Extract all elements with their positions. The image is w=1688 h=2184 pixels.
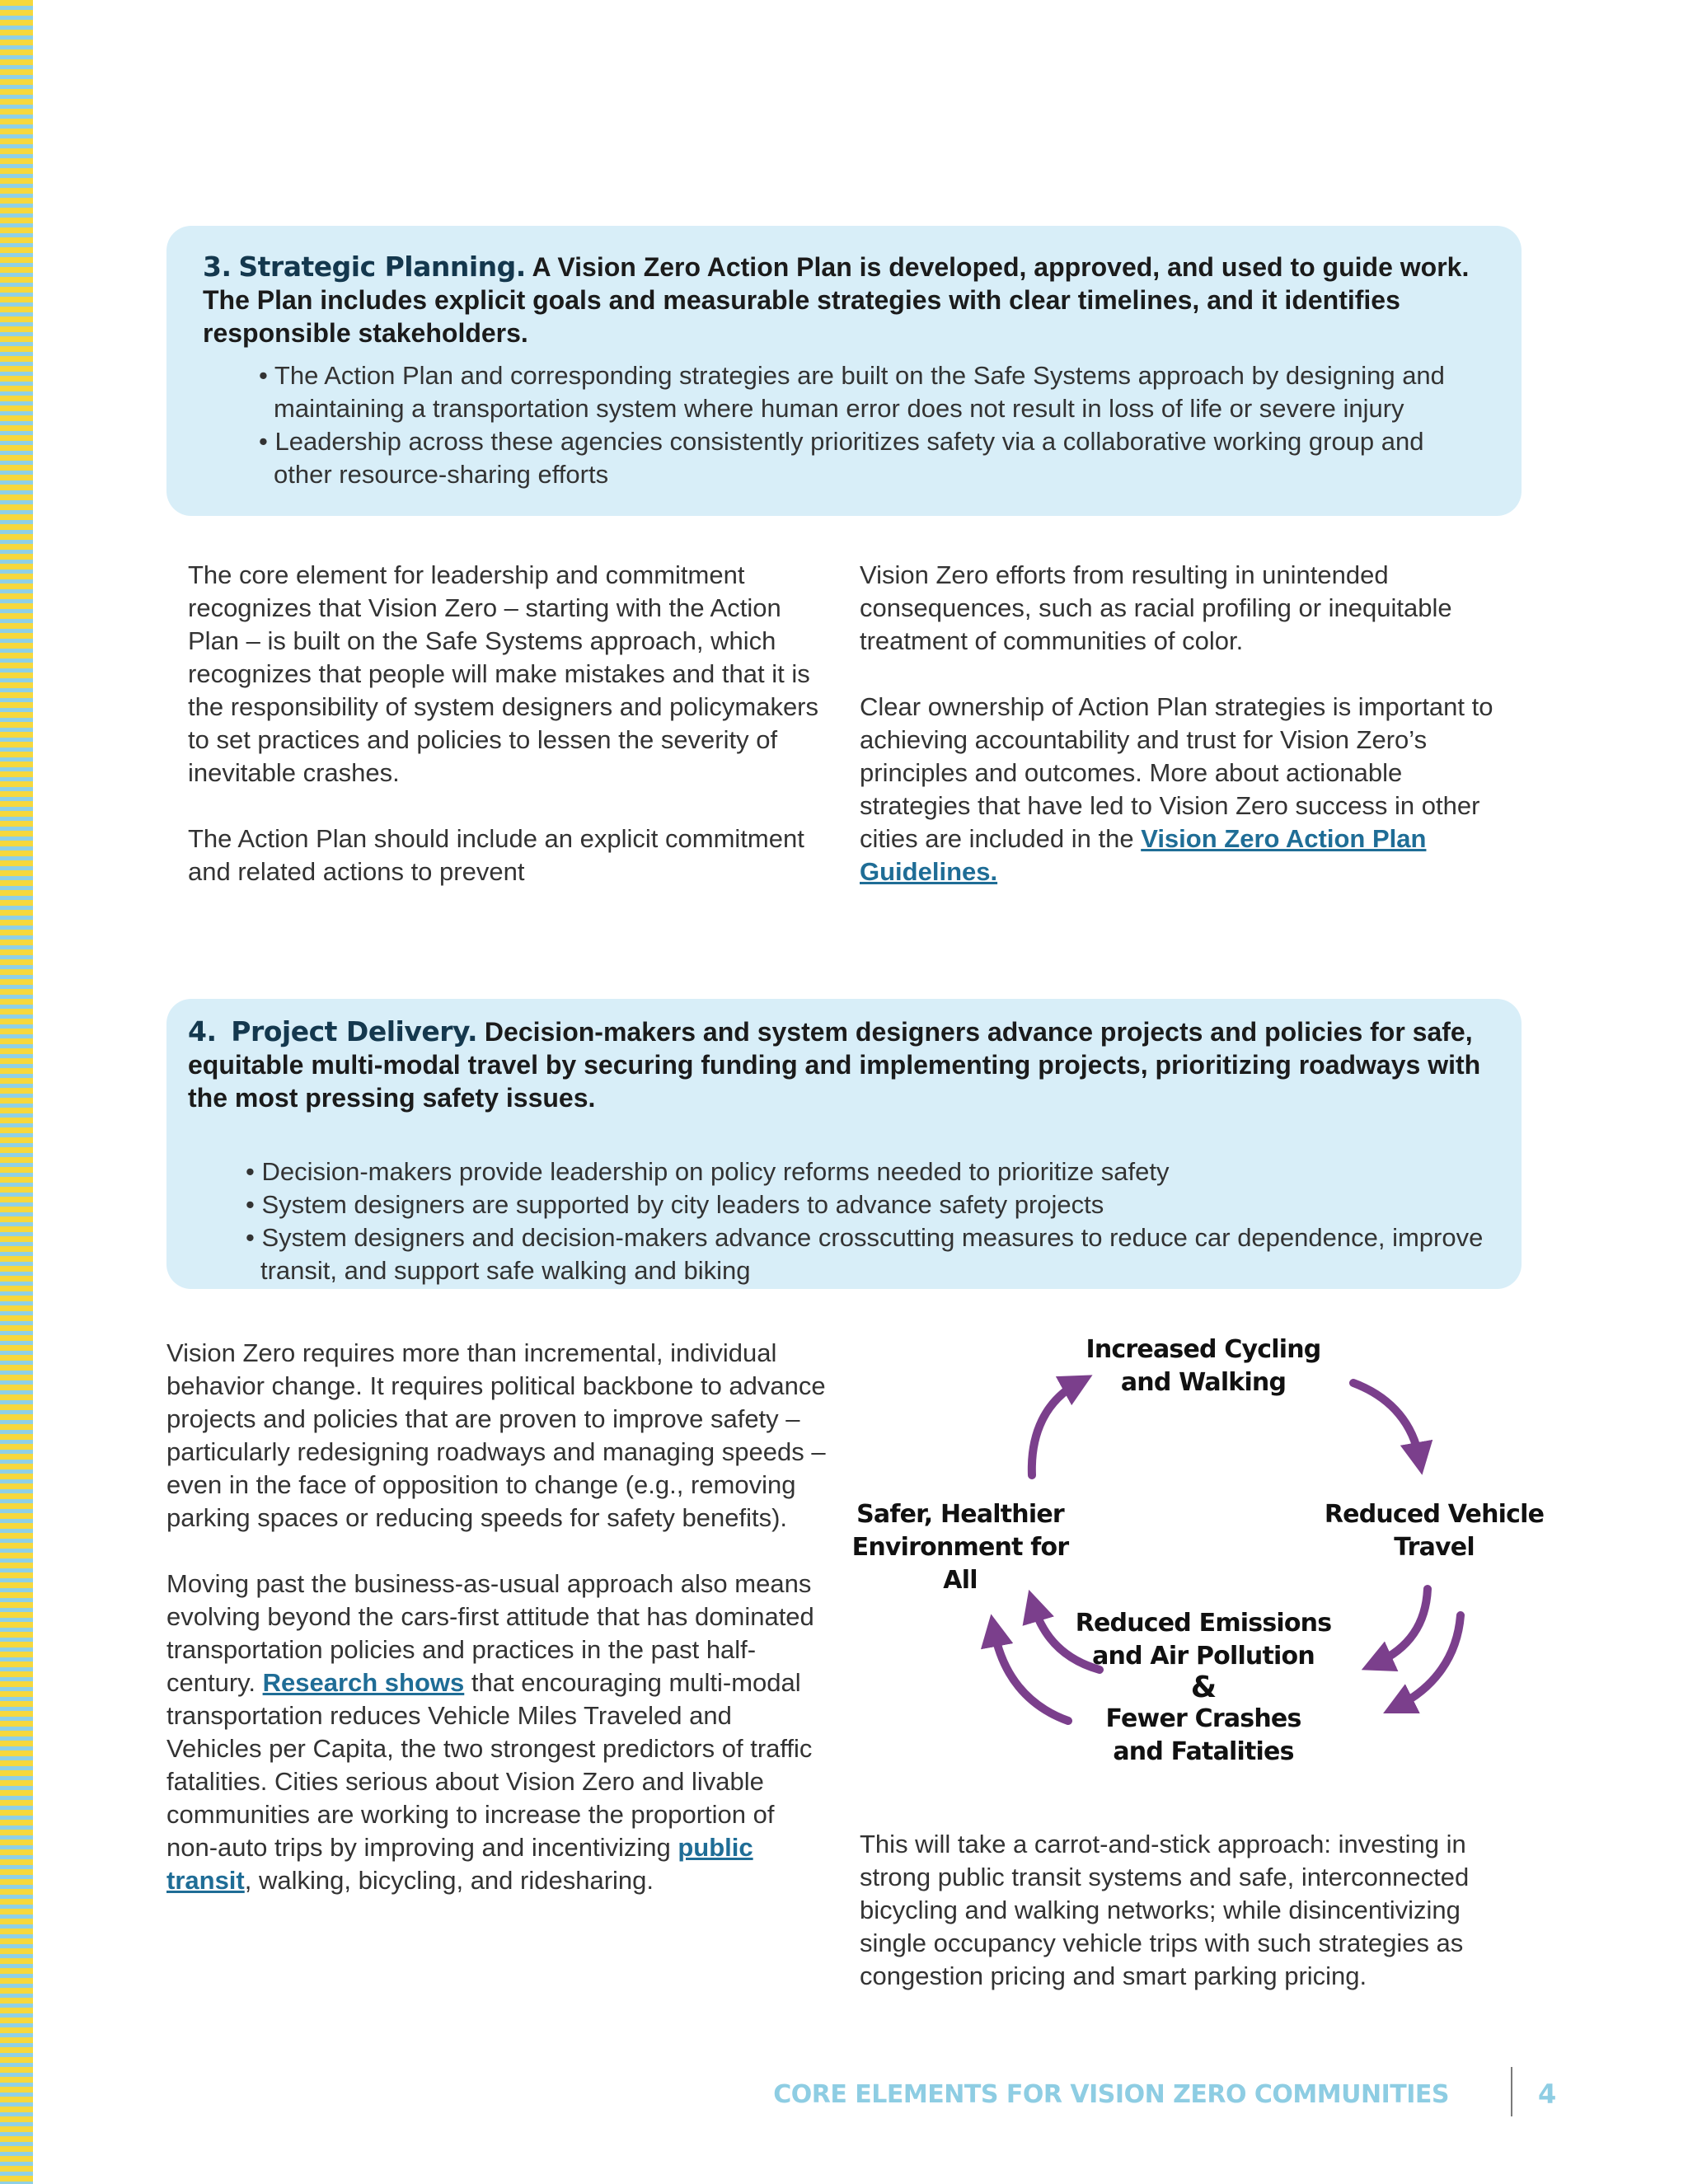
node-label: Environment for All: [851, 1533, 1069, 1595]
body2-right-column: [860, 1828, 1519, 2026]
list-item: • Decision-makers provide leadership on policy reforms needed to prioritize safety: [246, 1157, 1170, 1186]
footer-title: CORE ELEMENTS FOR VISION ZERO COMMUNITIES: [773, 2080, 1449, 2109]
section-4-bullets: [239, 1155, 1500, 1287]
list-item: • System designers and decision-makers advance crosscutting measures to reduce car dependence, improve transit, and support safe walking and biking: [246, 1223, 1484, 1285]
node-label: and Walking: [1120, 1368, 1287, 1397]
arrow-icon: [1376, 1589, 1428, 1663]
body1-left-column: [188, 559, 823, 921]
section-3-heading: [203, 251, 1485, 349]
list-item: • Leadership across these agencies consistently prioritizes safety via a collaborative working group and other resource-sharing efforts: [259, 427, 1424, 489]
section-3-title: Strategic Planning.: [238, 251, 526, 283]
paragraph: The Action Plan should include an explicit commitment and related actions to prevent: [188, 824, 804, 886]
section-4-title: Project Delivery.: [231, 1015, 478, 1047]
public-transit-link[interactable]: public transit: [166, 1833, 753, 1895]
section-4-number: 4.: [188, 1015, 217, 1047]
paragraph: [860, 691, 1519, 888]
paragraph: The core element for leadership and commitment recognizes that Vision Zero – starting with the Action Plan – is built on the Safe Systems approach, which recognizes that people will make mistakes and that it is the responsibility of system designers and policymakers to set practices and policies to lessen the severity of inevitable crashes.: [188, 560, 819, 787]
section-4-lead: Decision-makers and system designers advance projects and policies for safe, equitable multi-modal travel by securing funding and implementing projects, prioritizing roadways with the most pressing safety issues.: [188, 1017, 1481, 1113]
paragraph-text: Clear ownership of Action Plan strategies is important to achieving accountability and trust for Vision Zero’s principles and outcomes. More about actionable strategies that have led to Vision Zero success in other cities are included in the: [860, 692, 1493, 853]
body1-right-column: [860, 559, 1519, 921]
paragraph: This will take a carrot-and-stick approach: investing in strong public transit systems and safe, interconnected bicycling and walking networks; while disincentivizing single occupancy vehicle trips with such strategies as congestion pricing and smart parking pricing.: [860, 1830, 1470, 1990]
node-label: and Fatalities: [1113, 1737, 1294, 1766]
node-label: Reduced Emissions: [1075, 1609, 1332, 1638]
list-item: • The Action Plan and corresponding strategies are built on the Safe Systems approach by designing and maintaining a transportation system where human error does not result in loss of life or severe injury: [259, 361, 1445, 423]
node-reduced-emissions: [1071, 1607, 1335, 1769]
page-number: 4: [1538, 2079, 1557, 2110]
paragraph-text: that encouraging multi-modal transportation reduces Vehicle Miles Traveled and Vehicles per Capita, the two strongest predictors of traffic fatalities. Cities serious about Vision Zero and livable communities are working to increase the proportion of non-auto trips by improving and incentivizing: [166, 1668, 813, 1862]
node-label: and Air Pollution: [1092, 1642, 1315, 1671]
node-increased-cycling: [1055, 1333, 1352, 1399]
node-label: Increased Cycling: [1085, 1335, 1321, 1364]
body2-left-column: [166, 1337, 826, 1930]
paragraph-text: Moving past the business-as-usual approach also means evolving beyond the cars-first attitude that has dominated transportation policies and practices in the past half-century.: [166, 1569, 814, 1697]
paragraph: [166, 1568, 826, 1897]
paragraph: Vision Zero efforts from resulting in unintended consequences, such as racial profiling or inequitable treatment of communities of color.: [860, 560, 1452, 655]
research-shows-link[interactable]: Research shows: [262, 1668, 465, 1697]
paragraph-text: , walking, bicycling, and ridesharing.: [244, 1866, 654, 1895]
ampersand: &: [1190, 1671, 1217, 1704]
node-reduced-vehicle-travel: [1311, 1498, 1558, 1564]
arrow-icon: [1398, 1615, 1461, 1706]
section-3-number: 3.: [203, 251, 232, 283]
list-item: • System designers are supported by city leaders to advance safety projects: [246, 1190, 1104, 1219]
section-3-bullets: [252, 359, 1485, 491]
decorative-stripe: [0, 0, 33, 2184]
node-label: Safer, Healthier: [856, 1500, 1064, 1529]
node-label: Travel: [1394, 1533, 1475, 1562]
section-3-lead: A Vision Zero Action Plan is developed, approved, and used to guide work. The Plan includes explicit goals and measurable strategies with clear timelines, and it identifies responsible stakeholders.: [203, 252, 1470, 348]
node-safer-healthier: [832, 1498, 1088, 1597]
footer-divider: [1511, 2067, 1512, 2116]
node-label: Fewer Crashes: [1105, 1704, 1301, 1733]
section-3-callout: [166, 226, 1522, 516]
node-label: Reduced Vehicle: [1324, 1500, 1545, 1529]
cycle-diagram: [832, 1319, 1558, 1797]
section-4-callout: [166, 999, 1522, 1289]
action-plan-guidelines-link[interactable]: Vision Zero Action Plan Guidelines.: [860, 824, 1427, 886]
paragraph: Vision Zero requires more than incremental, individual behavior change. It requires political backbone to advance projects and policies that are proven to improve safety – particularly redesigning roadways and managing speeds – even in the face of opposition to change (e.g., removing parking spaces or reducing speeds for safety benefits).: [166, 1338, 826, 1532]
section-4-heading: [188, 1015, 1500, 1114]
arrow-icon: [1353, 1383, 1419, 1459]
